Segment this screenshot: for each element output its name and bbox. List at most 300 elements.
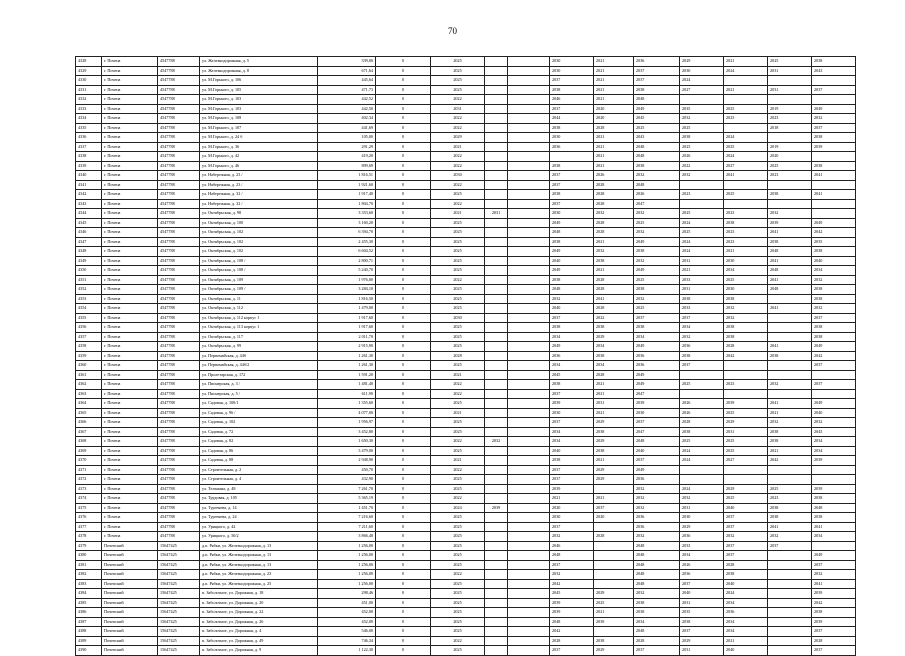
cell-year-7: 2033 [680,275,724,285]
cell-address: д.п. Рябки, ул. Железнодорожная, д. 25 [200,579,318,589]
cell-year-1: 2022 [431,199,485,209]
cell-flag-value: 0 [376,579,431,589]
cell-year-10: 2037 [812,313,856,323]
cell-year-5: 2028 [594,199,634,209]
cell-row-number: 4374 [76,494,102,504]
cell-year-9 [768,199,812,209]
cell-year-6: 2026 [634,190,680,200]
table-row [76,133,856,143]
cell-year-5: 2021 [594,456,634,466]
cell-year-7: 2030 [680,66,724,76]
cell-year-3 [508,152,550,162]
cell-oktmo-code: 4547788 [158,209,200,219]
cell-municipality: г. Почепа [102,104,158,114]
cell-oktmo-code: 4547788 [158,342,200,352]
cell-municipality: г. Почепа [102,161,158,171]
cell-year-9: 2018 [768,123,812,133]
cell-year-10: 2040 [812,408,856,418]
cell-year-8: 2023 [724,209,768,219]
cell-year-7: 2031 [680,646,724,656]
cell-year-2 [485,570,508,580]
cell-year-10: 2040 [812,256,856,266]
cell-year-2 [485,57,508,67]
cell-address: п. Заболотное, ул. Дорожная, д. 49 [200,636,318,646]
cell-year-2 [485,218,508,228]
cell-municipality: г. Почепа [102,266,158,276]
cell-year-10: 2032 [812,418,856,428]
cell-year-8: 2036 [724,608,768,618]
cell-address: ул. Октябрьская, д. 112 корпус 1 [200,313,318,323]
cell-flag-value: 0 [376,560,431,570]
cell-year-4: 2037 [550,475,594,485]
cell-area-value: 451,00 [318,598,376,608]
table-row [76,617,856,627]
cell-year-3 [508,418,550,428]
cell-year-7: 2036 [680,570,724,580]
cell-area-value: 5 240,70 [318,266,376,276]
cell-address: ул. Строительная, д. 4 [200,475,318,485]
cell-year-9: 2031 [768,85,812,95]
cell-year-6: 2048 [634,95,680,105]
cell-year-7: 2032 [680,494,724,504]
cell-year-4: 2030 [550,66,594,76]
cell-address: д.п. Рябки, ул. Железнодорожная, д. 23 [200,570,318,580]
cell-year-5: 2020 [594,513,634,523]
cell-area-value: 1 256,00 [318,551,376,561]
cell-year-4: 2038 [550,85,594,95]
cell-flag-value: 0 [376,617,431,627]
cell-area-value: 746,34 [318,636,376,646]
cell-year-7: 2026 [680,152,724,162]
table-row [76,446,856,456]
cell-year-7: 2034 [680,323,724,333]
cell-year-8: 2040 [724,503,768,513]
cell-row-number: 4376 [76,513,102,523]
cell-year-5: 2020 [594,104,634,114]
cell-oktmo-code: 15647425 [158,617,200,627]
cell-year-10: 2039 [812,456,856,466]
cell-year-7 [680,370,724,380]
cell-oktmo-code: 4547788 [158,180,200,190]
table-row [76,218,856,228]
cell-year-5: 2021 [594,76,634,86]
cell-year-2 [485,389,508,399]
cell-address: ул. М.Горького, д. 108 [200,114,318,124]
cell-year-6: 2032 [634,532,680,542]
cell-year-3 [508,76,550,86]
cell-oktmo-code: 4547788 [158,304,200,314]
cell-year-6: 2048 [634,570,680,580]
cell-year-7 [680,180,724,190]
cell-year-1: 2022 [431,123,485,133]
cell-year-2 [485,152,508,162]
cell-oktmo-code: 4547788 [158,199,200,209]
cell-oktmo-code: 15647425 [158,627,200,637]
cell-area-value: 1 355,60 [318,399,376,409]
cell-year-10: 2037 [812,123,856,133]
cell-year-6: 2032 [634,209,680,219]
cell-municipality: Почепский [102,636,158,646]
cell-year-1: 2025 [431,361,485,371]
cell-year-1: 2031 [431,104,485,114]
cell-municipality: г. Почепа [102,237,158,247]
cell-area-value: 7 211,60 [318,522,376,532]
cell-year-7: 2024 [680,484,724,494]
cell-year-6: 2040 [634,446,680,456]
cell-year-8: 2023 [724,114,768,124]
cell-year-3 [508,361,550,371]
cell-year-10: 2039 [812,142,856,152]
cell-year-2 [485,399,508,409]
table-row [76,285,856,295]
cell-address: ул. Железнодорожная, д. 8 [200,66,318,76]
cell-year-7: 2038 [680,427,724,437]
cell-area-value: 1 256,00 [318,541,376,551]
table-row [76,494,856,504]
cell-row-number: 4375 [76,503,102,513]
cell-year-6: 2047 [634,199,680,209]
cell-year-9: 2020 [768,152,812,162]
cell-year-1: 2022 [431,114,485,124]
cell-year-3 [508,399,550,409]
cell-municipality: г. Почепа [102,247,158,257]
cell-year-7: 2032 [680,332,724,342]
cell-year-3 [508,114,550,124]
cell-flag-value: 0 [376,389,431,399]
cell-year-10: 2042 [812,228,856,238]
table-row [76,237,856,247]
cell-year-1: 2025 [431,646,485,656]
cell-flag-value: 0 [376,180,431,190]
cell-address: ул. Октябрьская, д. 102 [200,228,318,238]
cell-municipality: г. Почепа [102,456,158,466]
cell-year-1: 2025 [431,66,485,76]
cell-area-value: 3 284,10 [318,285,376,295]
cell-year-4: 2036 [550,142,594,152]
cell-year-6: 2049 [634,266,680,276]
table-row [76,608,856,618]
cell-year-8: 2025 [724,190,768,200]
cell-year-5: 2038 [594,636,634,646]
cell-year-10: 2038 [812,494,856,504]
cell-municipality: г. Почепа [102,294,158,304]
cell-year-1: 2025 [431,218,485,228]
cell-year-5: 2021 [594,237,634,247]
table-row [76,57,856,67]
cell-year-9: 2037 [768,541,812,551]
cell-area-value: 1 816,51 [318,171,376,181]
cell-year-10: 2028 [812,636,856,646]
cell-year-1: 2021 [431,142,485,152]
cell-year-8: 2024 [724,133,768,143]
cell-year-1: 2022 [431,494,485,504]
cell-area-value: 1 976,00 [318,275,376,285]
cell-year-2 [485,427,508,437]
cell-area-value: 1 256,00 [318,579,376,589]
cell-oktmo-code: 4547788 [158,361,200,371]
cell-year-8: 2034 [724,617,768,627]
cell-area-value: 1 479,00 [318,304,376,314]
cell-address: п. Заболотное, ул. Дорожная, д. 20 [200,598,318,608]
cell-year-9: 2041 [768,304,812,314]
cell-year-4: 2034 [550,361,594,371]
cell-year-4: 2045 [550,370,594,380]
cell-row-number: 4382 [76,570,102,580]
cell-year-1: 2025 [431,532,485,542]
cell-year-1: 2022 [431,161,485,171]
cell-year-1: 2024 [431,503,485,513]
cell-row-number: 4349 [76,256,102,266]
cell-year-6: 2048 [634,541,680,551]
table-row [76,418,856,428]
cell-year-4: 2037 [550,418,594,428]
cell-year-10: 2039 [812,484,856,494]
cell-year-6: 2032 [634,256,680,266]
cell-oktmo-code: 4547788 [158,446,200,456]
cell-year-1: 2022 [431,95,485,105]
cell-flag-value: 0 [376,142,431,152]
cell-year-5: 2025 [594,598,634,608]
cell-year-6: 2047 [634,427,680,437]
cell-flag-value: 0 [376,503,431,513]
cell-year-2 [485,617,508,627]
cell-year-7 [680,95,724,105]
cell-row-number: 4344 [76,209,102,219]
cell-year-3 [508,209,550,219]
table-row [76,551,856,561]
cell-municipality: г. Почепа [102,484,158,494]
cell-year-2 [485,475,508,485]
cell-year-8 [724,95,768,105]
cell-area-value: 419,20 [318,152,376,162]
cell-year-9: 2025 [768,161,812,171]
cell-year-10: 2035 [812,237,856,247]
cell-year-2 [485,342,508,352]
cell-municipality: г. Почепа [102,114,158,124]
cell-year-10 [812,152,856,162]
cell-year-8: 2032 [724,532,768,542]
cell-area-value: 2 455,30 [318,237,376,247]
cell-year-3 [508,513,550,523]
cell-year-5: 2029 [594,475,634,485]
cell-oktmo-code: 4547788 [158,294,200,304]
cell-oktmo-code: 4547788 [158,142,200,152]
cell-year-9: 2041 [768,228,812,238]
cell-year-5: 2034 [594,361,634,371]
cell-address: ул. Строительная, д. 2 [200,465,318,475]
cell-oktmo-code: 15647425 [158,608,200,618]
cell-year-6: 2049 [634,380,680,390]
cell-year-5: 2021 [594,133,634,143]
cell-year-8: 2025 [724,104,768,114]
cell-municipality: Почепский [102,589,158,599]
cell-oktmo-code: 4547788 [158,85,200,95]
cell-year-9: 2021 [768,408,812,418]
cell-year-10: 2039 [812,589,856,599]
cell-year-5: 2029 [594,646,634,656]
cell-year-1: 2025 [431,228,485,238]
cell-oktmo-code: 4547788 [158,152,200,162]
cell-year-1: 2025 [431,266,485,276]
cell-year-4: 2037 [550,522,594,532]
cell-row-number: 4365 [76,408,102,418]
cell-year-8: 2021 [724,85,768,95]
cell-year-10: 2037 [812,85,856,95]
cell-year-6: 2049 [634,237,680,247]
cell-year-5: 2028 [594,190,634,200]
cell-year-3 [508,446,550,456]
cell-year-10: 2043 [812,66,856,76]
cell-year-10: 2037 [812,627,856,637]
cell-year-2 [485,351,508,361]
cell-row-number: 4379 [76,541,102,551]
cell-area-value: 1 256,00 [318,560,376,570]
cell-year-8: 2025 [724,494,768,504]
cell-row-number: 4354 [76,304,102,314]
cell-address: ул. Тургенева, д. 24 [200,513,318,523]
table-row [76,427,856,437]
cell-year-7: 2029 [680,522,724,532]
cell-year-8: 2034 [724,627,768,637]
cell-year-5: 2022 [594,313,634,323]
cell-year-6: 2034 [634,332,680,342]
cell-year-1: 2022 [431,180,485,190]
cell-address: ул. Пионерская, д. 5 / [200,389,318,399]
cell-area-value: 3 452,80 [318,427,376,437]
cell-municipality: г. Почепа [102,332,158,342]
cell-municipality: г. Почепа [102,218,158,228]
table-row [76,570,856,580]
cell-oktmo-code: 4547788 [158,522,200,532]
cell-year-5: 2038 [594,256,634,266]
cell-year-3 [508,408,550,418]
cell-municipality: г. Почепа [102,323,158,333]
cell-year-4: 2032 [550,570,594,580]
cell-flag-value: 0 [376,266,431,276]
cell-flag-value: 0 [376,351,431,361]
cell-address: ул. М.Горького, д. 46 [200,161,318,171]
cell-year-10: 2032 [812,570,856,580]
cell-year-2 [485,76,508,86]
cell-year-6: 2037 [634,66,680,76]
table-row [76,560,856,570]
cell-flag-value: 0 [376,551,431,561]
cell-year-5: 2038 [594,351,634,361]
cell-area-value: 1 917,40 [318,190,376,200]
cell-year-4: 2039 [550,399,594,409]
cell-year-7: 2038 [680,351,724,361]
cell-row-number: 4358 [76,342,102,352]
cell-year-1: 2025 [431,323,485,333]
cell-year-2 [485,304,508,314]
cell-row-number: 4343 [76,199,102,209]
cell-year-3 [508,142,550,152]
cell-row-number: 4389 [76,636,102,646]
cell-year-1: 2025 [431,285,485,295]
cell-year-1: 2021 [431,209,485,219]
cell-area-value: 291,29 [318,142,376,152]
cell-year-1: 2025 [431,399,485,409]
cell-year-8 [724,180,768,190]
cell-year-8 [724,76,768,86]
cell-area-value: 2 800,71 [318,256,376,266]
cell-year-4: 2040 [550,304,594,314]
cell-year-5: 2021 [594,266,634,276]
cell-year-4 [550,152,594,162]
cell-year-6: 2025 [634,123,680,133]
cell-year-6: 2037 [634,456,680,466]
cell-year-10: 2041 [812,522,856,532]
cell-area-value: 1 917,60 [318,323,376,333]
cell-oktmo-code: 4547788 [158,513,200,523]
cell-year-10: 2049 [812,218,856,228]
cell-year-8 [724,475,768,485]
cell-year-10: 2032 [812,304,856,314]
cell-year-7: 2036 [680,342,724,352]
register-table [75,56,856,656]
cell-year-7: 2037 [680,313,724,323]
cell-year-8: 2037 [724,551,768,561]
cell-year-7: 2037 [680,627,724,637]
cell-year-1: 2022 [431,152,485,162]
cell-area-value: 1 261,30 [318,351,376,361]
cell-year-9: 2041 [768,275,812,285]
table-row [76,304,856,314]
cell-year-3 [508,389,550,399]
cell-year-3 [508,589,550,599]
cell-year-4: 2044 [550,114,594,124]
cell-year-9: 2019 [768,104,812,114]
cell-row-number: 4347 [76,237,102,247]
cell-year-4: 2039 [550,598,594,608]
cell-year-9 [768,465,812,475]
table-row [76,323,856,333]
cell-address: п. Заболотное, ул. Дорожная, д. 9 [200,646,318,656]
cell-row-number: 4360 [76,361,102,371]
cell-address: ул. Тургенева, д. 14 [200,503,318,513]
cell-year-6: 2025 [634,304,680,314]
cell-year-8: 2031 [724,427,768,437]
cell-year-7: 2025 [680,123,724,133]
cell-municipality: Почепский [102,551,158,561]
cell-row-number: 4356 [76,323,102,333]
cell-row-number: 4357 [76,332,102,342]
cell-municipality: г. Почепа [102,57,158,67]
cell-address: ул. М.Горького, д. 42 [200,152,318,162]
cell-area-value: 445,64 [318,76,376,86]
cell-year-3 [508,66,550,76]
cell-year-8 [724,389,768,399]
cell-year-7: 2026 [680,399,724,409]
cell-address: ул. Октябрьская, д. 113 корпус 1 [200,323,318,333]
table-row [76,646,856,656]
cell-year-3 [508,199,550,209]
cell-row-number: 4371 [76,465,102,475]
cell-oktmo-code: 4547788 [158,323,200,333]
cell-year-2 [485,465,508,475]
cell-year-7: 2024 [680,247,724,257]
cell-year-10: 2037 [812,380,856,390]
cell-year-1: 2021 [431,370,485,380]
cell-row-number: 4370 [76,456,102,466]
cell-year-2 [485,85,508,95]
cell-year-9 [768,636,812,646]
cell-municipality: Почепский [102,608,158,618]
cell-flag-value: 0 [376,285,431,295]
cell-year-5: 2038 [594,446,634,456]
cell-flag-value: 0 [376,627,431,637]
cell-year-6: 2048 [634,579,680,589]
